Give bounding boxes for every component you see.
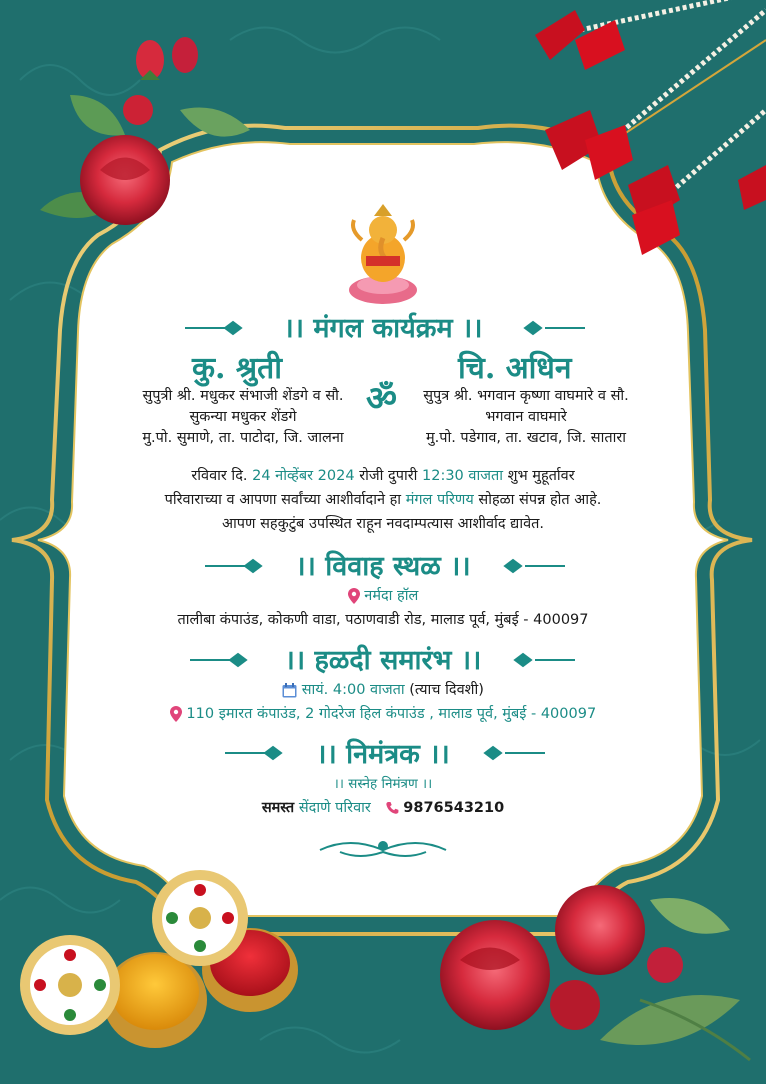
bride-details bbox=[118, 386, 368, 449]
venue-address: तालीबा कंपाउंड, कोकणी वाडा, पठाणवाडी रोड, मालाड पूर्व, मुंबई - 400097 bbox=[177, 612, 589, 628]
main-heading: ।। मंगल कार्यक्रम ।। bbox=[283, 313, 483, 344]
decorative-lid-right bbox=[152, 870, 248, 966]
inviter-family: सेंदाणे परिवार bbox=[298, 800, 371, 816]
location-pin-icon bbox=[170, 706, 182, 722]
om-icon: ॐ bbox=[366, 379, 398, 419]
haldi-heading: ।। हळदी समारंभ ।। bbox=[284, 645, 482, 676]
inviter-prefix: समस्त bbox=[261, 800, 295, 816]
invite-daytime: रोजी दुपारी bbox=[359, 468, 418, 484]
venue-hall: नर्मदा हॉल bbox=[364, 588, 419, 604]
groom-name: चि. अधिन bbox=[458, 351, 572, 386]
inviter-family-row bbox=[0, 798, 766, 819]
inviter-phone: 9876543210 bbox=[403, 800, 505, 816]
invite-line-3: आपण सहकुटुंब उपस्थित राहून नवदाम्पत्यास आशीर्वाद द्यावेत. bbox=[221, 516, 545, 532]
groom-line3: मु.पो. पडेगाव, ता. खटाव, जि. सातारा bbox=[425, 430, 627, 446]
invite-blessing: परिवाराच्या व आपणा सर्वांच्या आशीर्वादाने हा bbox=[164, 492, 402, 508]
invite-muhurat: शुभ मुहूर्तावर bbox=[507, 468, 575, 484]
invite-ceremony-note: सोहळा संपन्न होत आहे. bbox=[478, 492, 602, 508]
groom-details bbox=[405, 386, 647, 449]
haldi-time: सायं. 4:00 वाजता bbox=[301, 682, 405, 698]
wedding-date: 24 नोव्हेंबर 2024 bbox=[252, 468, 355, 484]
location-pin-icon bbox=[348, 588, 360, 604]
decorative-lid-left bbox=[20, 935, 120, 1035]
ceremony-name: मंगल परिणय bbox=[405, 492, 474, 508]
bride-line3: मु.पो. सुमाणे, ता. पाटोदा, जि. जालना bbox=[142, 430, 344, 446]
invite-line-2 bbox=[0, 490, 766, 511]
haldi-address: 110 इमारत कंपाउंड, 2 गोदरेज हिल कंपाउंड , मालाड पूर्व, मुंबई - 400097 bbox=[186, 706, 597, 722]
bride-line1: सुपुत्री श्री. मधुकर संभाजी शेंडगे व सौ. bbox=[142, 388, 344, 404]
phone-icon bbox=[385, 801, 399, 815]
haldi-note: (त्याच दिवशी) bbox=[409, 682, 484, 698]
invite-line-1 bbox=[0, 466, 766, 487]
bride-name: कु. श्रुती bbox=[192, 351, 283, 386]
inviter-heading: ।। निमंत्रक ।। bbox=[316, 739, 450, 770]
bride-line2: सुकन्या मधुकर शेंडगे bbox=[189, 409, 297, 425]
haldi-address-row bbox=[0, 704, 766, 725]
wedding-time: 12:30 वाजता bbox=[422, 468, 503, 484]
invite-day: रविवार दि. bbox=[191, 468, 248, 484]
inviter-line: ।। सस्नेह निमंत्रण ।। bbox=[333, 776, 433, 792]
calendar-icon bbox=[282, 683, 297, 698]
groom-line2: भगवान वाघमारे bbox=[485, 409, 567, 425]
haldi-time-row bbox=[0, 680, 766, 701]
groom-line1: सुपुत्र श्री. भगवान कृष्णा वाघमारे व सौ. bbox=[423, 388, 629, 404]
venue-hall-row bbox=[0, 586, 766, 607]
venue-heading: ।। विवाह स्थळ ।। bbox=[295, 551, 471, 582]
